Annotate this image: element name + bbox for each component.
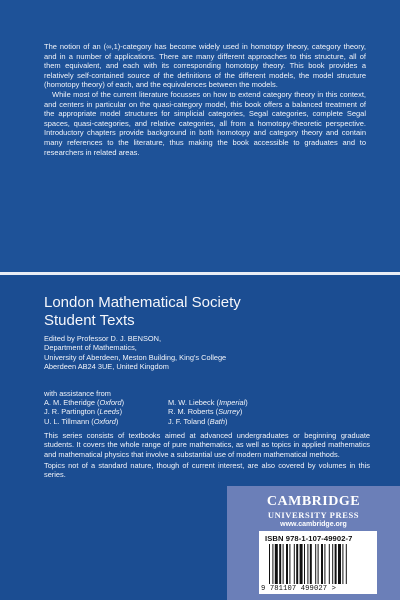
assistant-row xyxy=(44,398,344,407)
barcode-box xyxy=(259,531,377,594)
assistant-row xyxy=(44,417,344,426)
editor-line: University of Aberdeen, Meston Building, King's College xyxy=(44,352,227,362)
barcode-icon xyxy=(269,544,367,584)
editor-line: Edited by Professor D. J. BENSON, xyxy=(44,334,162,343)
assistant-editors xyxy=(44,398,344,426)
blurb-paragraph-2: While most of the current literature focusses on how to extend category theory in this context, and centers in particular on the quasi-category model, this book offers a balanced treatment of the appropriate model structures for simplicial categories, Segal categories, complete Segal spaces, quasi-categories, and relative categories, all from a homotopy-theoretic perspective. Introductory chapters provide background in both homotopy and category theory and contain many references to the literature, thus making the book accessible to graduates and to researchers in related areas. xyxy=(44,89,366,157)
book-blurb xyxy=(44,42,366,157)
publisher-logo-name: CAMBRIDGE xyxy=(266,494,361,509)
assistant-entry: M. W. Liebeck (Imperial) xyxy=(168,398,248,407)
series-description xyxy=(44,431,370,481)
assistance-label: with assistance from xyxy=(44,389,111,398)
editor-address xyxy=(44,334,374,371)
publisher-logo-subtitle: UNIVERSITY PRESS xyxy=(267,510,360,520)
publisher-url: www.cambridge.org xyxy=(280,521,347,528)
blurb-paragraph-1: The notion of an (∞,1)-category has become widely used in homotopy theory, category theory, and in a number of applications. There are many different approaches to this structure, all of them equivalent, and each with its corresponding homotopy theory. This book provides a relatively self-contained source of the definitions of the different models, the model structure (homotopy theory) of each, and the equivalences between the models. xyxy=(44,42,366,90)
assistant-entry: A. M. Etheridge (Oxford) xyxy=(44,398,125,407)
series-description-paragraph-2: Topics not of a standard nature, though of current interest, are also covered by volumes in this series. xyxy=(44,460,370,480)
assistant-entry: R. M. Roberts (Surrey) xyxy=(168,407,243,417)
assistant-row xyxy=(44,407,344,416)
assistant-entry: J. R. Partington (Leeds) xyxy=(44,407,123,417)
series-title xyxy=(44,294,241,329)
series-title-line-1: London Mathematical Society xyxy=(44,294,241,311)
assistant-entry: J. F. Toland (Bath) xyxy=(168,416,228,426)
isbn-text: ISBN 978-1-107-49902-7 xyxy=(265,534,353,543)
blurb-panel xyxy=(0,0,400,272)
barcode-digits: 9 781107 499027 > xyxy=(261,585,337,593)
assistant-entry: U. L. Tillmann (Oxford) xyxy=(44,416,119,426)
editor-line: Aberdeen AB24 3UE, United Kingdom xyxy=(44,361,169,371)
series-title-line-2: Student Texts xyxy=(44,311,135,329)
series-description-paragraph-1: This series consists of textbooks aimed at advanced undergraduates or beginning graduate students. It covers the whole range of pure mathematics, as well as topics in applied mathematics and mathematical physics that involve a substantial use of modern mathematical methods. xyxy=(44,431,370,459)
editor-line: Department of Mathematics, xyxy=(44,343,137,353)
